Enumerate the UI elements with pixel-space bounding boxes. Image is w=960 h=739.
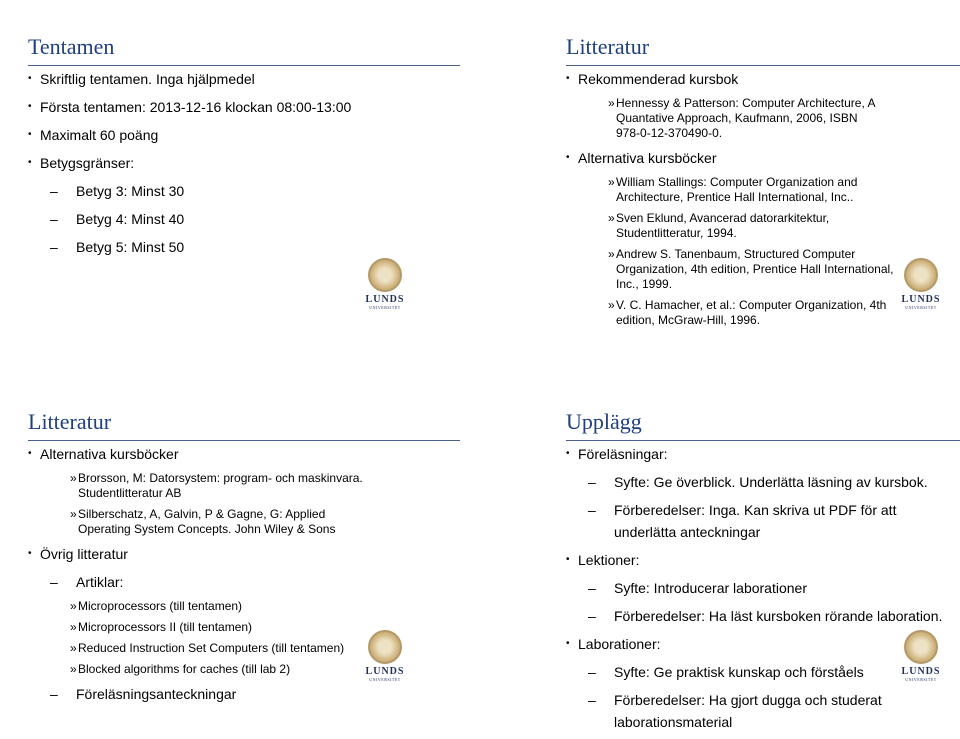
- university-seal-icon: [904, 258, 938, 292]
- sub-bullet-item: [566, 471, 960, 493]
- logo-subtitle: UNIVERSITET: [369, 677, 401, 682]
- spacer: [566, 733, 960, 739]
- bullet-item: • Första tentamen: 2013-12-16 klockan 08:00-13:00: [28, 96, 454, 118]
- lunds-logo: [365, 258, 405, 310]
- reference-line: William Stallings: Computer Organization and: [616, 175, 858, 189]
- reference-line: Inc., 1999.: [616, 277, 673, 291]
- bullet-item: • Laborationer:: [566, 633, 960, 655]
- lunds-logo: [365, 630, 405, 682]
- sub-bullet-item: [566, 605, 960, 627]
- logo-name: LUNDS: [365, 294, 405, 305]
- logo-subtitle: UNIVERSITET: [905, 305, 937, 310]
- sub-bullet-item: [566, 577, 960, 599]
- chevron-right-icon: »: [608, 96, 615, 110]
- chevron-right-icon: »: [608, 247, 615, 261]
- logo-name: LUNDS: [901, 294, 941, 305]
- reference-line: Andrew S. Tanenbaum, Structured Computer: [616, 247, 856, 261]
- reference-item: [566, 211, 960, 241]
- bullet-item: • Betygsgränser:: [28, 152, 454, 174]
- logo-name: LUNDS: [901, 666, 941, 677]
- logo-subtitle: UNIVERSITET: [905, 677, 937, 682]
- bullet-item: • Maximalt 60 poäng: [28, 124, 454, 146]
- bullet-item: • Skriftlig tentamen. Inga hjälpmedel: [28, 68, 454, 90]
- reference-line: Quantative Approach, Kaufmann, 2006, ISBN: [616, 111, 858, 125]
- sub-bullet-item: – Artiklar:: [28, 571, 454, 593]
- slide-title: Upplägg: [566, 409, 642, 434]
- sub-bullet-item: – Betyg 3: Minst 30: [28, 180, 454, 202]
- chevron-right-icon: »: [70, 641, 77, 655]
- title-rule: [28, 65, 460, 66]
- chevron-right-icon: »: [70, 662, 77, 676]
- reference-line: Studentlitteratur AB: [78, 486, 182, 500]
- slide-title: Litteratur: [28, 409, 112, 434]
- slide-title: Tentamen: [28, 34, 115, 59]
- reference-line: Architecture, Prentice Hall International, Inc..: [616, 190, 854, 204]
- sub-bullet-item: – Betyg 4: Minst 40: [28, 208, 454, 230]
- sub-bullet-line: laborationsmaterial: [614, 714, 733, 730]
- title-rule: [28, 440, 460, 441]
- reference-line: edition, McGraw-Hill, 1996.: [616, 313, 761, 327]
- slide-body: [566, 443, 960, 739]
- sub-bullet-line: underlätta anteckningar: [614, 524, 761, 540]
- reference-line: Reduced Instruction Set Computers (till tentamen): [78, 641, 345, 655]
- slide-title: Litteratur: [566, 34, 650, 59]
- university-seal-icon: [904, 630, 938, 664]
- logo-subtitle: UNIVERSITET: [369, 305, 401, 310]
- bullet-item: • Alternativa kursböcker: [28, 443, 454, 465]
- reference-line: Microprocessors II (till tentamen): [78, 620, 253, 634]
- sub-bullet-line: – Syfte: Ge praktisk kunskap och förståels: [614, 664, 864, 680]
- sub-bullet-item: – Betyg 5: Minst 50: [28, 236, 454, 258]
- university-seal-icon: [368, 630, 402, 664]
- chevron-right-icon: »: [70, 620, 77, 634]
- lunds-logo: [901, 258, 941, 310]
- title-rule: [566, 65, 960, 66]
- spacer: [28, 705, 454, 711]
- reference-line: Silberschatz, A, Galvin, P & Gagne, G: Applied: [78, 507, 326, 521]
- sub-bullet-line: – Förberedelser: Ha gjort dugga och studerat: [614, 692, 882, 708]
- lunds-logo: [901, 630, 941, 682]
- chevron-right-icon: »: [70, 471, 77, 485]
- sub-bullet-line: – Förberedelser: Ha läst kursboken rörande laboration.: [614, 608, 943, 624]
- reference-line: Studentlitteratur, 1994.: [616, 226, 737, 240]
- chevron-right-icon: »: [70, 507, 77, 521]
- logo-name: LUNDS: [365, 666, 405, 677]
- sub-bullet-item: [566, 499, 960, 543]
- sub-bullet-line: – Förberedelser: Inga. Kan skriva ut PDF för att: [614, 502, 897, 518]
- reference-line: Operating System Concepts. John Wiley & Sons: [78, 522, 336, 536]
- chevron-right-icon: »: [70, 599, 77, 613]
- reference-item: [28, 507, 454, 537]
- reference-line: Microprocessors (till tentamen): [78, 599, 243, 613]
- reference-line: 978-0-12-370490-0.: [616, 126, 723, 140]
- bullet-item: • Föreläsningar:: [566, 443, 960, 465]
- bullet-item: • Rekommenderad kursbok: [566, 68, 960, 90]
- university-seal-icon: [368, 258, 402, 292]
- sub-bullet-item: – Föreläsningsanteckningar: [28, 683, 454, 705]
- reference-line: Brorsson, M: Datorsystem: program- och maskinvara.: [78, 471, 363, 485]
- reference-line: Blocked algorithms for caches (till lab 2): [78, 662, 291, 676]
- slide-litteratur-1: [558, 22, 960, 340]
- sub-bullet-line: – Syfte: Introducerar laborationer: [614, 580, 807, 596]
- reference-line: Hennessy & Patterson: Computer Architecture, A: [616, 96, 876, 110]
- spacer: [566, 328, 960, 334]
- slide-body: [28, 68, 454, 264]
- chevron-right-icon: »: [608, 211, 615, 225]
- title-rule: [566, 440, 960, 441]
- reference-line: V. C. Hamacher, et al.: Computer Organization, 4th: [616, 298, 887, 312]
- sub-bullet-line: – Syfte: Ge överblick. Underlätta läsning av kursbok.: [614, 474, 928, 490]
- chevron-right-icon: »: [608, 298, 615, 312]
- reference-item: [566, 96, 960, 141]
- bullet-item: • Lektioner:: [566, 549, 960, 571]
- bullet-item: • Alternativa kursböcker: [566, 147, 960, 169]
- reference-line: Organization, 4th edition, Prentice Hall International,: [616, 262, 894, 276]
- reference-line: Sven Eklund, Avancerad datorarkitektur,: [616, 211, 830, 225]
- reference-item: [28, 599, 454, 614]
- reference-item: [566, 175, 960, 205]
- bullet-item: • Övrig litteratur: [28, 543, 454, 565]
- reference-item: [28, 471, 454, 501]
- sub-bullet-item: [566, 689, 960, 733]
- slide-upplagg: [558, 397, 960, 730]
- chevron-right-icon: »: [608, 175, 615, 189]
